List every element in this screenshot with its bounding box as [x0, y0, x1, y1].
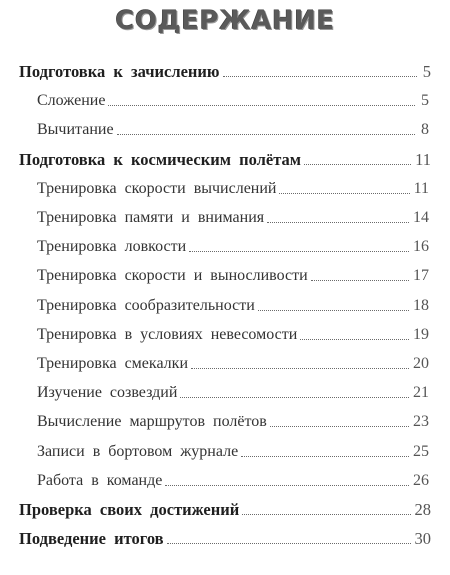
toc-section-entry	[19, 62, 431, 82]
toc-subsection-entry	[37, 296, 429, 316]
toc-subsection-entry	[37, 471, 429, 491]
toc-entry-page-number: 16	[413, 238, 429, 256]
dot-leader	[167, 543, 411, 544]
toc-entry-label: Тренировка памяти и внимания	[37, 209, 265, 226]
dot-leader	[311, 280, 409, 281]
toc-entry-page-number: 23	[413, 413, 429, 431]
toc-subsection-entry	[37, 179, 429, 199]
toc-entry-label: Тренировка скорости и выносливости	[37, 267, 308, 285]
toc-entry-page-number: 17	[413, 267, 429, 285]
dot-leader	[304, 164, 411, 165]
toc-entry-label: Тренировка ловкости	[37, 238, 187, 256]
toc-entry-label: Сложение	[37, 92, 106, 110]
toc-subsection-entry	[37, 266, 429, 286]
dot-leader	[180, 397, 409, 398]
toc-entry-page-number: 21	[413, 384, 429, 402]
toc-section-entry	[19, 529, 431, 549]
toc-subsection-entry	[37, 354, 429, 374]
toc-subsection-entry	[37, 325, 429, 345]
dot-leader	[117, 134, 415, 135]
dot-leader	[165, 485, 409, 486]
toc-entry-page-number: 11	[415, 149, 431, 169]
dot-leader	[241, 456, 409, 457]
toc-entry-page-number: 20	[413, 355, 429, 372]
toc-entry-page-number: 5	[422, 62, 431, 81]
toc-entry-label: Записи в бортовом журнале	[37, 442, 239, 460]
dot-leader	[191, 368, 409, 369]
toc-entry-page-number: 5	[421, 92, 429, 110]
dot-leader	[300, 339, 409, 340]
toc-subsection-entry	[37, 237, 429, 257]
toc-entry-label: Тренировка в условиях невесомости	[37, 325, 298, 343]
dot-leader	[267, 222, 409, 223]
toc-entry-label: Работа в команде	[37, 471, 163, 489]
toc-entry-page-number: 11	[413, 179, 429, 197]
toc-subsection-entry	[37, 442, 429, 462]
toc-entry-page-number: 30	[414, 529, 431, 549]
dot-leader	[189, 251, 409, 252]
toc-entry-page-number: 19	[413, 325, 429, 343]
toc-entry-label: Вычисление маршрутов полётов	[37, 413, 267, 431]
toc-subsection-entry	[37, 91, 429, 111]
toc-subsection-entry	[37, 120, 429, 140]
toc-entry-label: Тренировка смекалки	[37, 355, 188, 372]
toc-entry-page-number: 26	[413, 471, 429, 489]
dot-leader	[270, 426, 409, 427]
toc-entry-label: Тренировка сообразительности	[37, 296, 255, 314]
page-title: СОДЕРЖАНИЕ	[115, 6, 335, 36]
toc-section-entry	[19, 150, 431, 170]
toc-entry-page-number: 25	[413, 442, 429, 460]
dot-leader	[223, 76, 417, 77]
toc-entry-label: Тренировка скорости вычислений	[37, 179, 277, 197]
dot-leader	[279, 193, 409, 194]
toc-section-entry	[19, 500, 431, 520]
toc-entry-page-number: 18	[413, 296, 429, 314]
toc-entry-label: Подготовка к зачислению	[19, 62, 220, 81]
toc-entry-page-number: 14	[413, 209, 429, 226]
dot-leader	[258, 310, 409, 311]
toc-entry-label: Вычитание	[37, 121, 114, 139]
toc-subsection-entry	[37, 208, 429, 228]
toc-entry-label: Изучение созвездий	[37, 384, 178, 402]
dot-leader	[108, 105, 415, 106]
toc-entry-label: Подведение итогов	[19, 529, 164, 549]
toc-entry-label: Подготовка к космическим полётам	[19, 149, 302, 169]
toc-subsection-entry	[37, 383, 429, 403]
toc-entry-page-number: 28	[414, 500, 431, 519]
toc-subsection-entry	[37, 412, 429, 432]
toc-entry-page-number: 8	[421, 121, 429, 139]
toc-entry-label: Проверка своих достижений	[19, 500, 240, 519]
dot-leader	[242, 514, 410, 515]
